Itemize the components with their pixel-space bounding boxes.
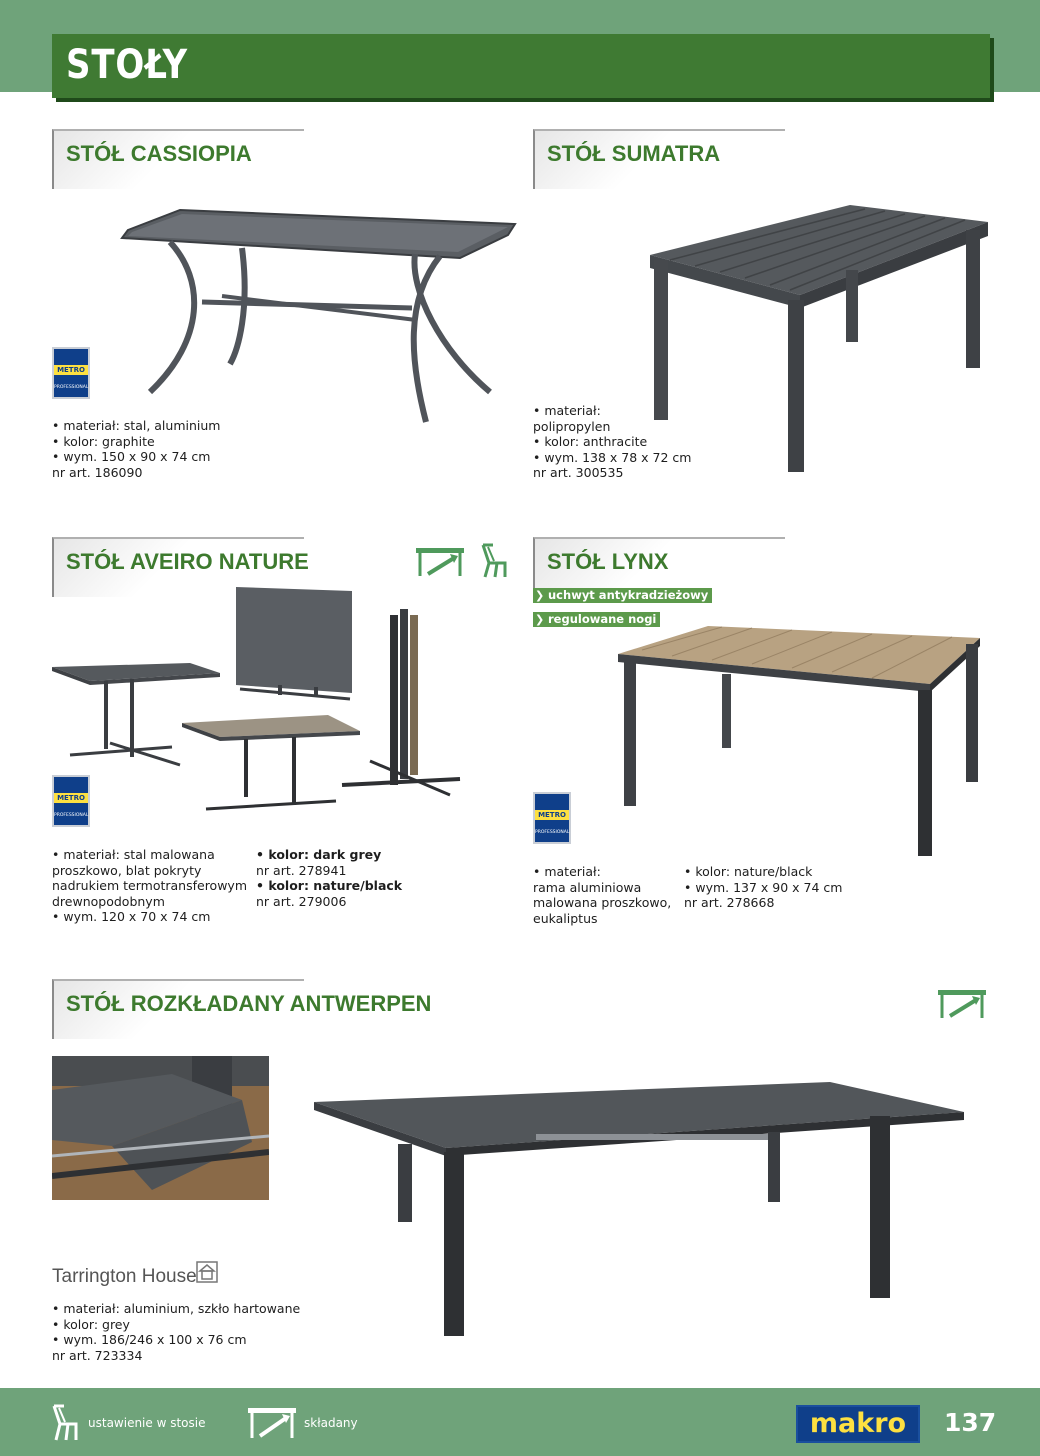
spec-item: • kolor: grey: [52, 1316, 130, 1332]
spec-list-lynx: [533, 864, 671, 926]
page-number: 137: [944, 1408, 997, 1437]
spec-item: • wym. 138 x 78 x 72 cm: [533, 449, 692, 465]
spec-item: proszkowo, blat pokryty: [52, 862, 202, 878]
brand-name: Tarrington House: [52, 1266, 197, 1287]
metro-professional-icon: METRO PROFESSIONAL: [52, 775, 90, 827]
folding-table-icon: [246, 1404, 300, 1440]
category-banner: [52, 34, 990, 98]
metro-professional-icon: METRO PROFESSIONAL: [533, 792, 571, 844]
chevron-right-icon: ❯: [535, 589, 545, 602]
article-number: nr art. 723334: [52, 1347, 143, 1363]
variant-color: • kolor: dark grey: [256, 847, 382, 862]
spec-item: • materiał: aluminium, szkło hartowane: [52, 1301, 301, 1316]
table-image-aveiro: [50, 585, 470, 815]
legend-fold-label: składany: [304, 1416, 358, 1430]
feature-tag: ❯ uchwyt antykradzieżowy: [533, 588, 712, 603]
variant-list-aveiro: [256, 847, 402, 909]
spec-item: drewnopodobnym: [52, 893, 165, 909]
metro-professional-icon: METRO PROFESSIONAL: [52, 347, 90, 399]
legend-stack-label: ustawienie w stosie: [88, 1416, 206, 1430]
article-number: nr art. 278941: [256, 862, 347, 878]
spec-item: • materiał: stal malowana: [52, 847, 215, 862]
spec-item: • kolor: nature/black: [684, 864, 813, 879]
table-image-sumatra: [640, 200, 1000, 480]
spec-item: polipropylen: [533, 418, 611, 434]
spec-item: • materiał:: [533, 403, 601, 418]
product-title-aveiro: STÓŁ AVEIRO NATURE: [66, 549, 309, 574]
spec-list-antwerpen: [52, 1301, 300, 1363]
table-image-lynx: [612, 620, 992, 860]
spec-list-lynx-2: [684, 864, 842, 911]
spec-list-cassiopia: [52, 418, 220, 480]
spec-item: • wym. 137 x 90 x 74 cm: [684, 879, 843, 895]
chevron-right-icon: ❯: [535, 613, 545, 626]
article-number: nr art. 279006: [256, 893, 347, 909]
makro-logo: makro: [796, 1405, 920, 1443]
product-title-lynx: STÓŁ LYNX: [547, 549, 669, 574]
spec-item: • wym. 150 x 90 x 74 cm: [52, 449, 211, 464]
spec-list-sumatra: [533, 403, 691, 481]
table-image-antwerpen: [310, 1080, 970, 1342]
article-number: nr art. 300535: [533, 465, 624, 480]
article-number: nr art. 186090: [52, 464, 143, 480]
stackable-chair-icon: [50, 1404, 80, 1442]
feature-tag: ❯ regulowane nogi: [533, 612, 660, 627]
detail-photo-antwerpen: [52, 1056, 269, 1200]
folding-table-icon: [936, 986, 990, 1020]
spec-item: eukaliptus: [533, 910, 598, 926]
spec-list-aveiro: [52, 847, 247, 925]
article-number: nr art. 278668: [684, 895, 775, 910]
spec-item: rama aluminiowa: [533, 879, 642, 895]
product-title-cassiopia: STÓŁ CASSIOPIA: [66, 141, 252, 166]
brand-house-icon: [196, 1261, 218, 1283]
stackable-chair-icon: [479, 543, 509, 579]
spec-item: • kolor: graphite: [52, 433, 155, 449]
table-image-cassiopia: [110, 200, 530, 440]
spec-item: nadrukiem termotransferowym: [52, 878, 248, 893]
product-title-antwerpen: STÓŁ ROZKŁADANY ANTWERPEN: [66, 991, 432, 1016]
spec-item: • kolor: anthracite: [533, 434, 648, 449]
spec-item: • wym. 120 x 70 x 74 cm: [52, 909, 211, 924]
spec-item: • materiał: stal, aluminium: [52, 418, 221, 433]
variant-color: • kolor: nature/black: [256, 878, 403, 893]
folding-table-icon: [414, 544, 468, 578]
product-title-sumatra: STÓŁ SUMATRA: [547, 141, 721, 166]
spec-item: • materiał:: [533, 864, 601, 879]
page-title: STOŁY: [66, 42, 188, 88]
spec-item: malowana proszkowo,: [533, 895, 672, 910]
spec-item: • wym. 186/246 x 100 x 76 cm: [52, 1332, 247, 1347]
